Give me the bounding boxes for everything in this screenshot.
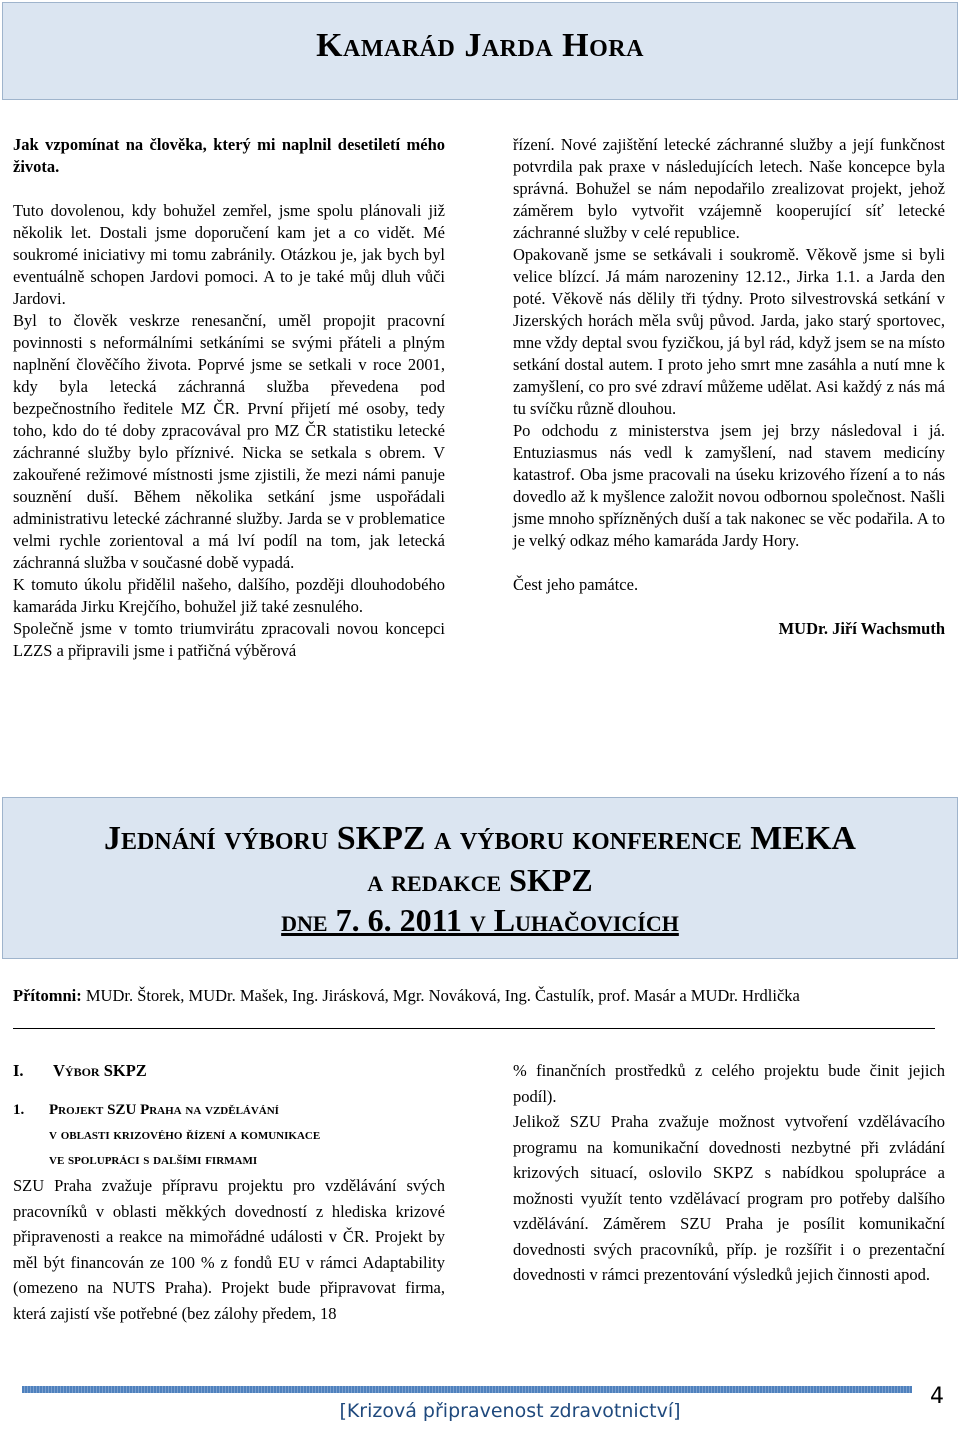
article2-paragraph: % finančních prostředků z celého projektu bude činit jejich podíl). [513, 1061, 945, 1106]
footer-journal: [Krizová připravenost zdravotnictví] [339, 1400, 681, 1422]
article1-paragraph: Byl to člověk veskrze renesanční, uměl propojit pracovní povinnosti s neformálními setkáními se svými přáteli a plným naplnění člověčího života. Poprvé jsme se setkali v roce 2001, kdy byla letecká záchranná služba převedena pod bezpečnostního ředitele MZ ČR. První přijetí mé osoby, tedy toho, kdo do té doby zpracovával pro MZ ČR statistiku letecké záchranné služby bylo příznivé. Nicka se setkala s obrem. V zakouřené režimové místnosti jsme zjistili, že mezi námi panuje souznění duší. Během několika setkání jsme uspořádali administrativu letecké záchranné služby. Jarda se v problematice velmi rychle zorientoval a má lví podíl na tom, jak letecká záchranná služba v současné době vypadá. [13, 311, 445, 572]
article1-paragraph: Společně jsme v tomto triumvirátu zpracovali novou koncepci LZZS a připravili jsme i patřičná výběrová [13, 619, 445, 660]
section-title: Výbor SKPZ [53, 1061, 147, 1080]
article2-title-line2: a redakce SKPZ [367, 862, 593, 898]
page-number: 4 [930, 1384, 944, 1409]
present-label: Přítomni: [13, 986, 82, 1005]
article1-lead: Jak vzpomínat na člověka, který mi naplnil desetiletí mého života. [13, 135, 445, 176]
article2-title-box [2, 797, 958, 959]
section-heading [13, 1060, 445, 1082]
article1-closing: Čest jeho památce. [513, 575, 639, 594]
item-title-1: Projekt SZU Praha na vzdělávání [49, 1102, 279, 1118]
article1-title-box [2, 2, 958, 100]
article1-left-column [13, 134, 445, 662]
article2-paragraph: SZU Praha zvažuje přípravu projektu pro vzdělávání svých pracovníků v oblasti měkkých dovedností z hlediska krizové připravenosti a reakce na mimořádné události v ČR. Projekt by měl být financován ze 100 % z fondů EU v rámci Adaptability (omezeno na NUTS Praha). Projekt bude připravovat firma, která zajistí vše potřebné (bez zálohy předem, 18 [13, 1176, 445, 1323]
article1-right-column [513, 134, 945, 640]
article2-title-line1: Jednání výboru SKPZ a výboru konference MEKA [104, 820, 856, 857]
item-title-2: v oblasti krizového řízení a komunikace [49, 1127, 321, 1143]
section-number: I. [13, 1061, 24, 1080]
present-line [13, 985, 948, 1007]
article1-author: MUDr. Jiří Wachsmuth [778, 619, 945, 638]
item-heading [13, 1098, 445, 1123]
article2-left-column [13, 1060, 445, 1326]
article2-title-line3: dne 7. 6. 2011 v Luhačovicích [281, 902, 679, 938]
article1-paragraph: Po odchodu z ministerstva jsem jej brzy následoval i já. Entuziasmus nás vedl k zamyšlení, nad stavem medicíny katastrof. Oba jsme pracovali na úseku krizového řízení a to nás dovedlo až k myšlence založit novou odbornou společnost. Našli jsme mnoho spřízněných duší a tak nakonec se věc podařila. A to je velký odkaz mého kamaráda Jardy Hory. [513, 421, 945, 550]
article1-paragraph: Tuto dovolenou, kdy bohužel zemřel, jsme spolu plánovali již několik let. Dostali jsme doporučení kam jet a co vidět. Mé soukromé iniciativy mi tomu zabránily. Otázkou je, jak bych byl eventuálně schopen Jardovi pomoci. A to je také můj dluh vůči Jardovi. [13, 201, 445, 308]
article1-paragraph: Opakovaně jsme se setkávali i soukromě. Věkově jsme si byli velice blízcí. Já mám narozeniny 12.12., Jirka 1.1. a Jarda den poté. Věkově nás dělily tři týdny. Proto silvestrovská setkání v Jizerských horách měla svůj původ. Jarda, jako starý sportovec, mne vždy deptal svou fyzičkou, já byl rád, když jsem se na místo setkání dostal autem. I proto jeho smrt mne zasáhla a nutí mne k zamyšlení, co pro své zdraví můžeme udělat. Asi každý z nás má tu svíčku různě dlouhou. [513, 245, 945, 418]
item-title-3: ve spolupráci s dalšími firmami [49, 1152, 258, 1168]
article2-right-column [513, 1058, 945, 1288]
article2-paragraph: Jelikož SZU Praha zvažuje možnost vytvoření vzdělávacího programu na komunikační dovednosti nezbytné při zvládání krizových situací, oslovilo SKPZ s nabídkou spolupráce a možnosti využít tento vzdělávací program pro potřeby dalšího vzdělávání. Záměrem SZU Praha je posílit komunikační dovednosti svých pracovníků, příp. je rozšířit i o prezentační dovednosti v rámci prezentování výsledků jejich činnosti apod. [513, 1112, 945, 1284]
footer-bar [22, 1386, 912, 1393]
article1-paragraph: řízení. Nové zajištění letecké záchranné služby a její funkčnost potvrdila pak praxe v následujících letech. Naše koncepce byla správná. Bohužel se nám nepodařilo zrealizovat projekt, jehož záměrem bylo vytvořit vzájemně kooperující síť letecké záchranné služby v celé republice. [513, 135, 945, 242]
present-names: MUDr. Štorek, MUDr. Mašek, Ing. Jirásková, Mgr. Nováková, Ing. Častulík, prof. Masár a MUDr. Hrdlička [85, 986, 800, 1005]
item-number: 1. [13, 1102, 25, 1118]
article1-paragraph: K tomuto úkolu přidělil našeho, dalšího, později dlouhodobého kamaráda Jirku Krejčího, bohužel již také zesnulého. [13, 575, 445, 616]
divider [13, 1028, 935, 1029]
article1-title: Kamarád Jarda Hora [316, 27, 644, 64]
